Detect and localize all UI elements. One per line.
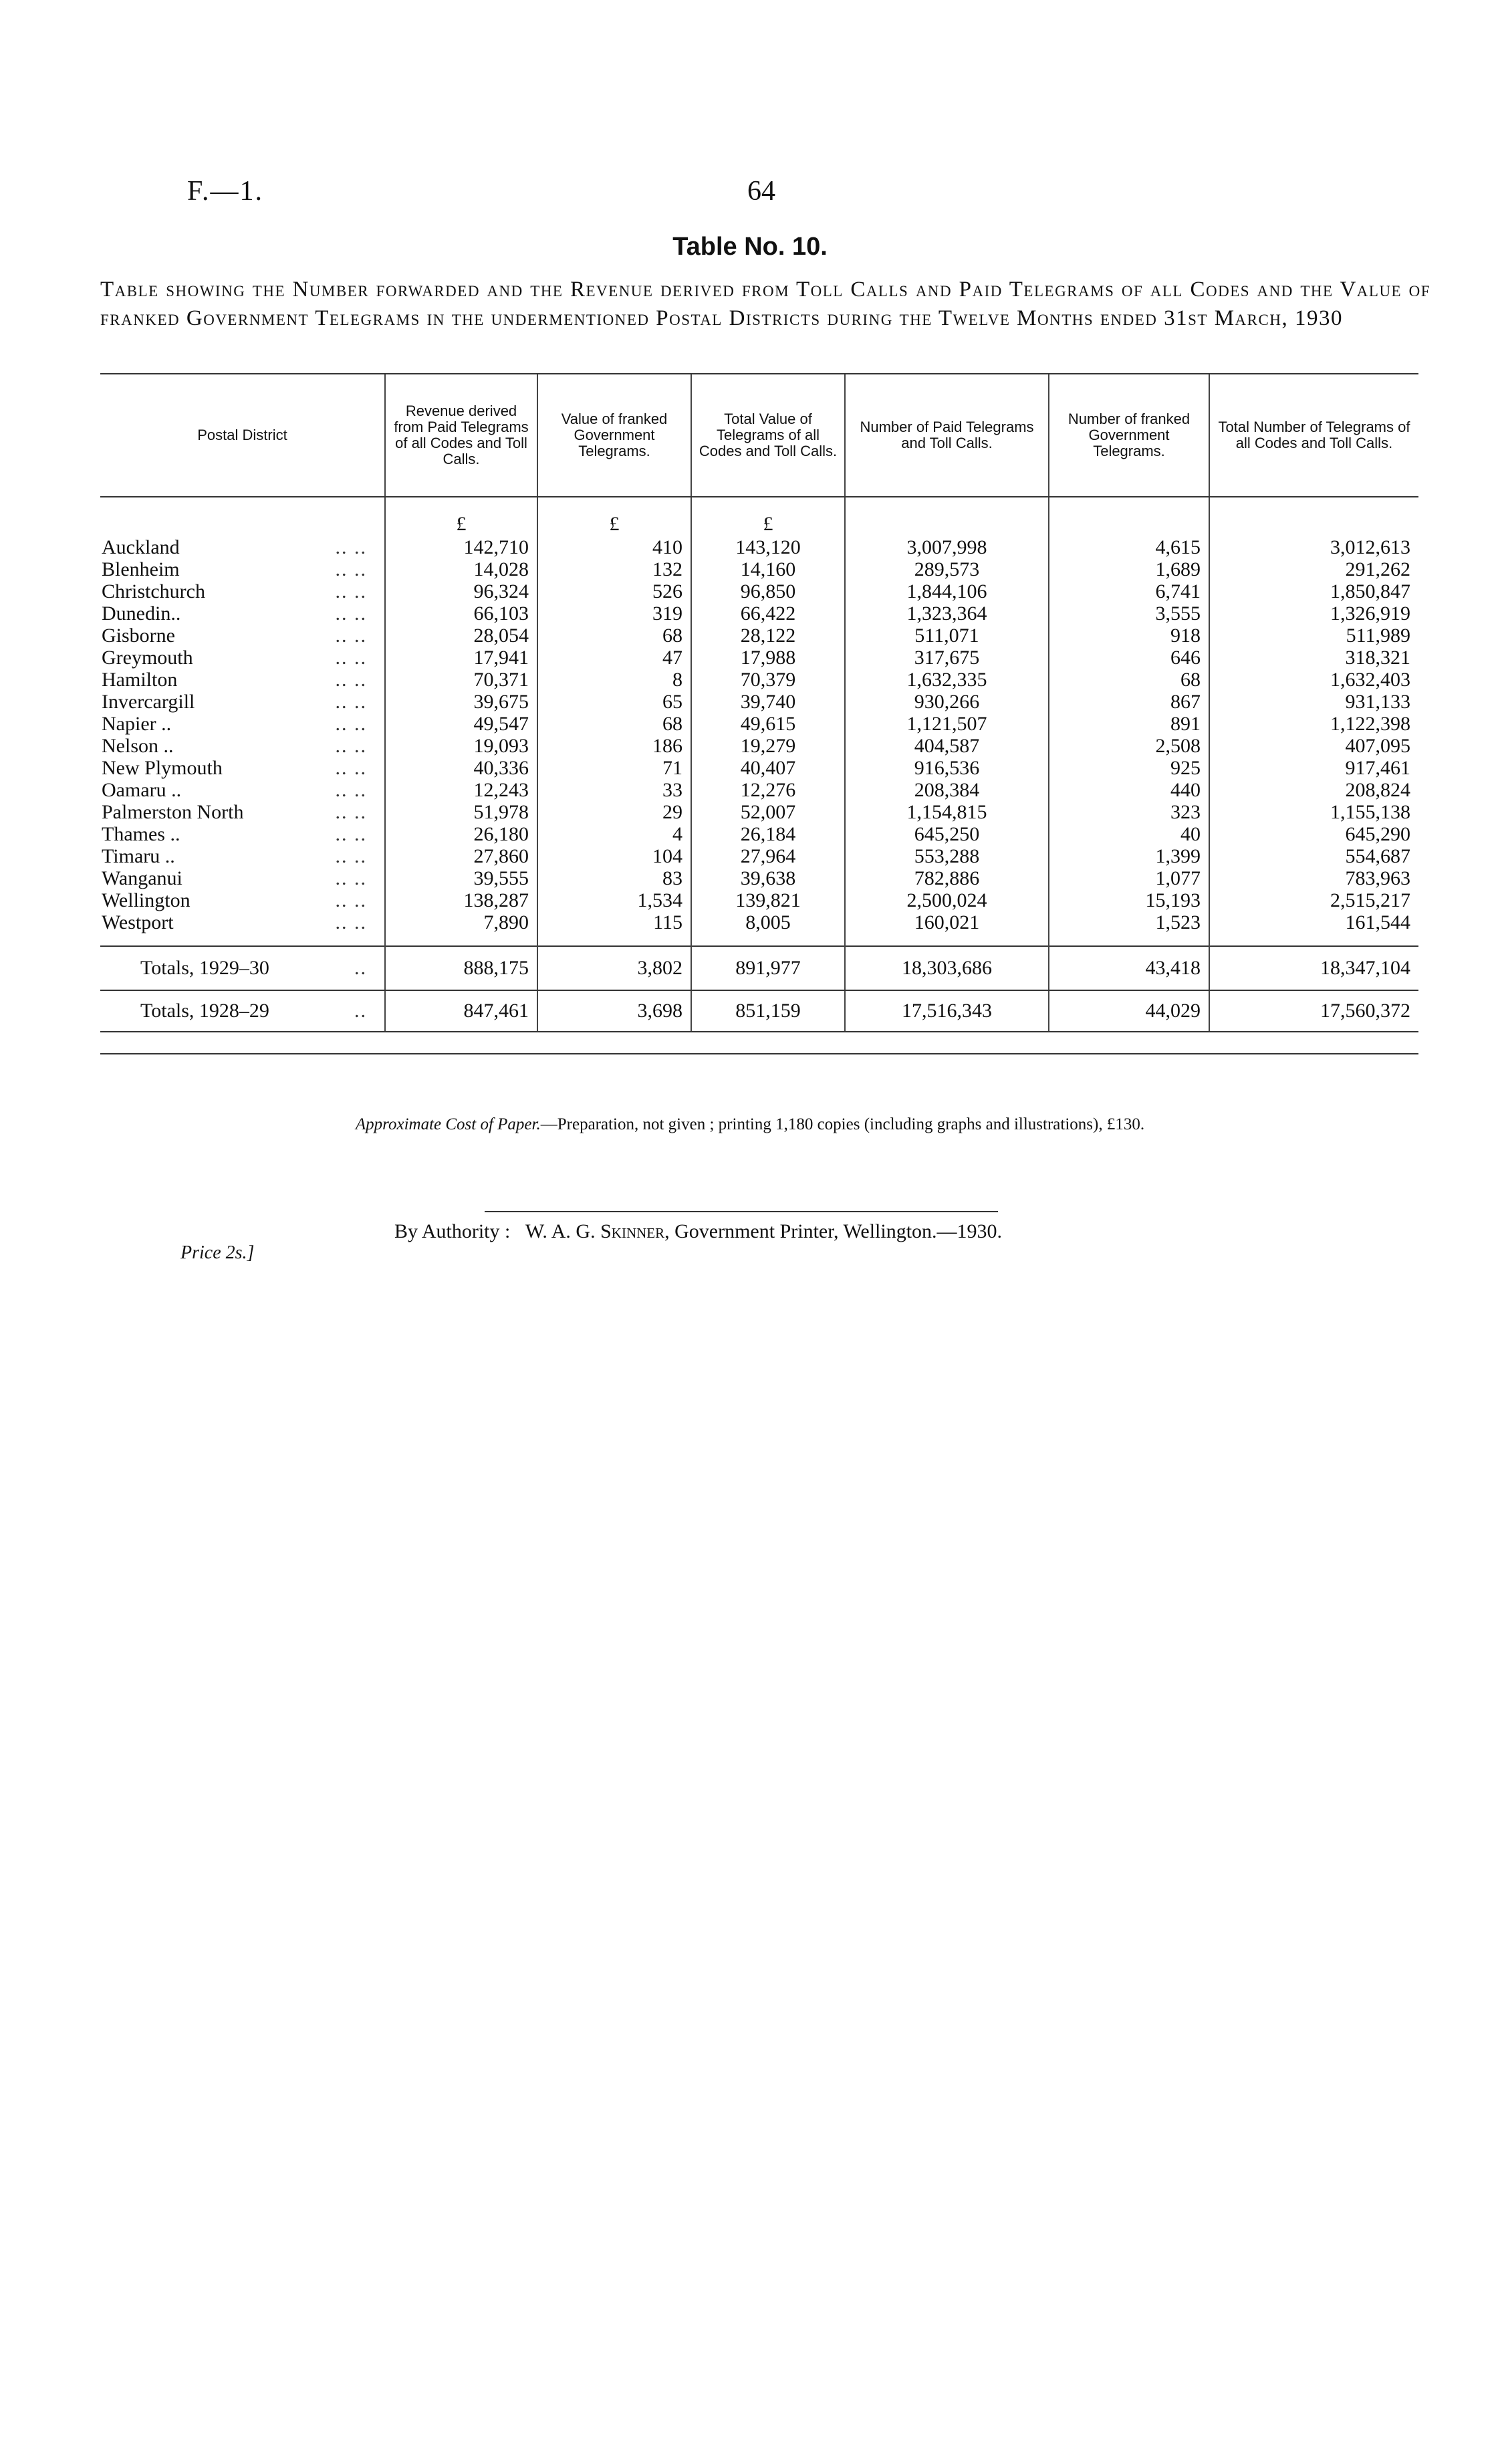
- leader-dots: .. ..: [335, 757, 367, 779]
- totals-label-text: Totals, 1929–30: [140, 957, 272, 979]
- value-cell: 1,534: [537, 889, 691, 911]
- district-cell: [100, 779, 385, 801]
- district-label: [102, 867, 376, 889]
- value-cell: 40: [1049, 823, 1209, 845]
- leader-dots: .. ..: [335, 536, 367, 558]
- table-row: [100, 691, 1418, 713]
- value-cell: 553,288: [845, 845, 1049, 867]
- value-cell: 3,555: [1049, 602, 1209, 625]
- value-cell: 26,180: [385, 823, 537, 845]
- district-cell: [100, 911, 385, 933]
- district-label: [102, 735, 376, 757]
- leader-dots: .. ..: [335, 801, 367, 823]
- district-label: [102, 580, 376, 602]
- spacer-row: [100, 933, 1418, 946]
- value-cell: 70,379: [691, 669, 845, 691]
- value-cell: 645,250: [845, 823, 1049, 845]
- value-cell: 186: [537, 735, 691, 757]
- district-name: Nelson ..: [102, 735, 176, 757]
- table-row: [100, 713, 1418, 735]
- district-name: Timaru ..: [102, 845, 178, 867]
- value-cell: 208,384: [845, 779, 1049, 801]
- printer-name: W. A. G. Skinner,: [525, 1220, 670, 1242]
- value-cell: 17,988: [691, 647, 845, 669]
- column-header: Number of Paid Telegrams and Toll Calls.: [845, 374, 1049, 497]
- district-label: [102, 647, 376, 669]
- unit-cell: [845, 511, 1049, 536]
- value-cell: 1,121,507: [845, 713, 1049, 735]
- value-cell: 39,638: [691, 867, 845, 889]
- cost-note: [0, 1115, 1500, 1134]
- table-row: [100, 669, 1418, 691]
- district-name: Greymouth: [102, 647, 196, 669]
- table-row: [100, 779, 1418, 801]
- leader-dots: .. ..: [335, 647, 367, 669]
- unit-cell: £: [691, 511, 845, 536]
- district-cell: [100, 691, 385, 713]
- district-name: Oamaru ..: [102, 779, 184, 801]
- leader-dots: .. ..: [335, 625, 367, 647]
- district-cell: [100, 536, 385, 558]
- totals-row: [100, 990, 1418, 1032]
- district-name: Gisborne: [102, 625, 178, 647]
- district-cell: [100, 558, 385, 580]
- value-cell: 2,500,024: [845, 889, 1049, 911]
- value-cell: 319: [537, 602, 691, 625]
- district-label: [102, 823, 376, 845]
- cost-note-label: Approximate Cost of Paper.: [355, 1115, 541, 1133]
- value-cell: 1,689: [1049, 558, 1209, 580]
- value-cell: 867: [1049, 691, 1209, 713]
- value-cell: 65: [537, 691, 691, 713]
- district-cell: [100, 757, 385, 779]
- value-cell: 4: [537, 823, 691, 845]
- total-value-cell: 3,802: [537, 946, 691, 990]
- column-header: Total Value of Telegrams of all Codes and Toll Calls.: [691, 374, 845, 497]
- value-cell: 291,262: [1209, 558, 1418, 580]
- page-number: 64: [747, 176, 775, 207]
- value-cell: 26,184: [691, 823, 845, 845]
- total-value-cell: 17,560,372: [1209, 990, 1418, 1032]
- value-cell: 1,323,364: [845, 602, 1049, 625]
- value-cell: 407,095: [1209, 735, 1418, 757]
- district-label: [102, 536, 376, 558]
- value-cell: 511,989: [1209, 625, 1418, 647]
- value-cell: 143,120: [691, 536, 845, 558]
- value-cell: 1,632,335: [845, 669, 1049, 691]
- leader-dots: ..: [354, 957, 367, 979]
- district-cell: [100, 867, 385, 889]
- value-cell: 68: [537, 713, 691, 735]
- value-cell: 39,555: [385, 867, 537, 889]
- total-value-cell: 18,347,104: [1209, 946, 1418, 990]
- district-name: Invercargill: [102, 691, 197, 713]
- leader-dots: .. ..: [335, 669, 367, 691]
- district-name: Napier ..: [102, 713, 174, 735]
- price-note: Price 2s.]: [180, 1242, 255, 1263]
- value-cell: 289,573: [845, 558, 1049, 580]
- leader-dots: .. ..: [335, 713, 367, 735]
- district-label: [102, 602, 376, 625]
- table-row: [100, 558, 1418, 580]
- district-name: Wellington: [102, 889, 193, 911]
- value-cell: 1,326,919: [1209, 602, 1418, 625]
- spacer-row: [100, 497, 1418, 511]
- column-header: Revenue derived from Paid Telegrams of all Codes and Toll Calls.: [385, 374, 537, 497]
- district-cell: [100, 889, 385, 911]
- value-cell: 4,615: [1049, 536, 1209, 558]
- cost-note-text: —Preparation, not given ; printing 1,180 copies (including graphs and illustrations), £130.: [540, 1115, 1145, 1133]
- district-cell: [100, 602, 385, 625]
- district-label: [102, 625, 376, 647]
- value-cell: 931,133: [1209, 691, 1418, 713]
- value-cell: 2,508: [1049, 735, 1209, 757]
- value-cell: 410: [537, 536, 691, 558]
- district-cell: [100, 845, 385, 867]
- value-cell: 160,021: [845, 911, 1049, 933]
- value-cell: 1,154,815: [845, 801, 1049, 823]
- unit-cell: £: [385, 511, 537, 536]
- table-body: [100, 497, 1418, 1032]
- totals-label: [102, 947, 376, 990]
- leader-dots: .. ..: [335, 911, 367, 933]
- unit-cell: [1049, 511, 1209, 536]
- value-cell: 208,824: [1209, 779, 1418, 801]
- district-label: [102, 713, 376, 735]
- total-value-cell: 3,698: [537, 990, 691, 1032]
- table-row: [100, 647, 1418, 669]
- table-heading: Table showing the Number forwarded and the Revenue derived from Toll Calls and Paid Telegrams of all Codes and the Value of franked Government Telegrams in the undermentioned Postal Districts during the Twelve Months ended 31st March, 1930: [100, 277, 1430, 330]
- value-cell: 39,675: [385, 691, 537, 713]
- value-cell: 782,886: [845, 867, 1049, 889]
- value-cell: 40,407: [691, 757, 845, 779]
- district-label: [102, 845, 376, 867]
- total-value-cell: 43,418: [1049, 946, 1209, 990]
- value-cell: 930,266: [845, 691, 1049, 713]
- table-end-rule: [100, 1053, 1418, 1054]
- leader-dots: .. ..: [335, 558, 367, 580]
- spacer-cell: [537, 933, 691, 946]
- value-cell: 1,077: [1049, 867, 1209, 889]
- total-value-cell: 18,303,686: [845, 946, 1049, 990]
- value-cell: 14,028: [385, 558, 537, 580]
- total-value-cell: 847,461: [385, 990, 537, 1032]
- value-cell: 1,155,138: [1209, 801, 1418, 823]
- table-row: [100, 911, 1418, 933]
- district-name: Palmerston North: [102, 801, 246, 823]
- value-cell: 39,740: [691, 691, 845, 713]
- district-label: [102, 691, 376, 713]
- district-name: Wanganui: [102, 867, 185, 889]
- value-cell: 783,963: [1209, 867, 1418, 889]
- statistics-table: [100, 373, 1418, 1032]
- printer-authority: [394, 1220, 1002, 1243]
- column-header: Value of franked Government Telegrams.: [537, 374, 691, 497]
- value-cell: 323: [1049, 801, 1209, 823]
- district-label: [102, 889, 376, 911]
- total-value-cell: 851,159: [691, 990, 845, 1032]
- value-cell: 6,741: [1049, 580, 1209, 602]
- value-cell: 40,336: [385, 757, 537, 779]
- column-header: Total Number of Telegrams of all Codes and Toll Calls.: [1209, 374, 1418, 497]
- value-cell: 918: [1049, 625, 1209, 647]
- district-name: Thames ..: [102, 823, 182, 845]
- totals-label: [102, 991, 376, 1031]
- value-cell: 52,007: [691, 801, 845, 823]
- district-cell: [100, 823, 385, 845]
- value-cell: 33: [537, 779, 691, 801]
- district-name: Christchurch: [102, 580, 208, 602]
- leader-dots: .. ..: [335, 735, 367, 757]
- leader-dots: .. ..: [335, 580, 367, 602]
- table-row: [100, 580, 1418, 602]
- leader-dots: .. ..: [335, 889, 367, 911]
- value-cell: 142,710: [385, 536, 537, 558]
- table-row: [100, 735, 1418, 757]
- district-name: New Plymouth: [102, 757, 225, 779]
- district-name: Blenheim: [102, 558, 182, 580]
- spacer-cell: [1049, 933, 1209, 946]
- value-cell: 96,850: [691, 580, 845, 602]
- value-cell: 554,687: [1209, 845, 1418, 867]
- value-cell: 3,007,998: [845, 536, 1049, 558]
- value-cell: 1,850,847: [1209, 580, 1418, 602]
- table-row: [100, 757, 1418, 779]
- total-value-cell: 17,516,343: [845, 990, 1049, 1032]
- value-cell: 19,279: [691, 735, 845, 757]
- value-cell: 646: [1049, 647, 1209, 669]
- totals-label-text: Totals, 1928–29: [140, 1000, 272, 1022]
- value-cell: 645,290: [1209, 823, 1418, 845]
- unit-cell: [100, 511, 385, 536]
- value-cell: 526: [537, 580, 691, 602]
- table-row: [100, 602, 1418, 625]
- leader-dots: .. ..: [335, 823, 367, 845]
- value-cell: 47: [537, 647, 691, 669]
- value-cell: 96,324: [385, 580, 537, 602]
- district-name: Hamilton: [102, 669, 180, 691]
- value-cell: 318,321: [1209, 647, 1418, 669]
- leader-dots: .. ..: [335, 691, 367, 713]
- value-cell: 104: [537, 845, 691, 867]
- column-header: Number of franked Government Telegrams.: [1049, 374, 1209, 497]
- document-reference: F.—1.: [187, 176, 263, 207]
- value-cell: 161,544: [1209, 911, 1418, 933]
- district-label: [102, 558, 376, 580]
- value-cell: 27,860: [385, 845, 537, 867]
- value-cell: 440: [1049, 779, 1209, 801]
- spacer-cell: [1209, 933, 1418, 946]
- authority-prefix: By Authority :: [394, 1220, 511, 1242]
- value-cell: 66,103: [385, 602, 537, 625]
- total-value-cell: 891,977: [691, 946, 845, 990]
- district-cell: [100, 669, 385, 691]
- value-cell: 138,287: [385, 889, 537, 911]
- table-row: [100, 801, 1418, 823]
- value-cell: 68: [537, 625, 691, 647]
- value-cell: 917,461: [1209, 757, 1418, 779]
- district-label: [102, 669, 376, 691]
- spacer-cell: [691, 933, 845, 946]
- value-cell: 891: [1049, 713, 1209, 735]
- value-cell: 19,093: [385, 735, 537, 757]
- district-cell: [100, 647, 385, 669]
- value-cell: 1,122,398: [1209, 713, 1418, 735]
- total-value-cell: 44,029: [1049, 990, 1209, 1032]
- leader-dots: .. ..: [335, 845, 367, 867]
- leader-dots: ..: [354, 1000, 367, 1022]
- value-cell: 27,964: [691, 845, 845, 867]
- table-row: [100, 845, 1418, 867]
- authority-suffix: Government Printer, Wellington.—1930.: [674, 1220, 1003, 1242]
- district-label: [102, 757, 376, 779]
- value-cell: 8,005: [691, 911, 845, 933]
- value-cell: 115: [537, 911, 691, 933]
- value-cell: 68: [1049, 669, 1209, 691]
- district-name: Dunedin..: [102, 602, 183, 625]
- unit-cell: £: [537, 511, 691, 536]
- leader-dots: .. ..: [335, 867, 367, 889]
- district-label: [102, 911, 376, 933]
- value-cell: 2,515,217: [1209, 889, 1418, 911]
- district-cell: [100, 625, 385, 647]
- value-cell: 29: [537, 801, 691, 823]
- unit-cell: [1209, 511, 1418, 536]
- unit-row: [100, 511, 1418, 536]
- district-cell: [100, 713, 385, 735]
- district-cell: [100, 580, 385, 602]
- value-cell: 139,821: [691, 889, 845, 911]
- value-cell: 317,675: [845, 647, 1049, 669]
- totals-row: [100, 946, 1418, 990]
- value-cell: 83: [537, 867, 691, 889]
- table-row: [100, 889, 1418, 911]
- value-cell: 132: [537, 558, 691, 580]
- value-cell: 17,941: [385, 647, 537, 669]
- leader-dots: .. ..: [335, 779, 367, 801]
- spacer-cell: [385, 933, 537, 946]
- value-cell: 66,422: [691, 602, 845, 625]
- district-name: Auckland: [102, 536, 182, 558]
- value-cell: 1,399: [1049, 845, 1209, 867]
- table-title: Table No. 10.: [672, 233, 828, 261]
- district-cell: [100, 801, 385, 823]
- table-row: [100, 625, 1418, 647]
- value-cell: 51,978: [385, 801, 537, 823]
- value-cell: 916,536: [845, 757, 1049, 779]
- value-cell: 28,054: [385, 625, 537, 647]
- value-cell: 28,122: [691, 625, 845, 647]
- leader-dots: .. ..: [335, 602, 367, 625]
- value-cell: 1,523: [1049, 911, 1209, 933]
- table-row: [100, 536, 1418, 558]
- district-label: [102, 779, 376, 801]
- value-cell: 14,160: [691, 558, 845, 580]
- value-cell: 511,071: [845, 625, 1049, 647]
- totals-label-cell: [100, 990, 385, 1032]
- value-cell: 7,890: [385, 911, 537, 933]
- spacer-cell: [845, 933, 1049, 946]
- value-cell: 925: [1049, 757, 1209, 779]
- totals-label-cell: [100, 946, 385, 990]
- header-row: [100, 374, 1418, 497]
- value-cell: 71: [537, 757, 691, 779]
- total-value-cell: 888,175: [385, 946, 537, 990]
- value-cell: 404,587: [845, 735, 1049, 757]
- value-cell: 3,012,613: [1209, 536, 1418, 558]
- value-cell: 49,615: [691, 713, 845, 735]
- value-cell: 15,193: [1049, 889, 1209, 911]
- value-cell: 1,632,403: [1209, 669, 1418, 691]
- value-cell: 12,243: [385, 779, 537, 801]
- district-name: Westport: [102, 911, 176, 933]
- column-header: Postal District: [100, 374, 385, 497]
- table-row: [100, 823, 1418, 845]
- spacer-cell: [100, 933, 385, 946]
- value-cell: 12,276: [691, 779, 845, 801]
- value-cell: 8: [537, 669, 691, 691]
- value-cell: 70,371: [385, 669, 537, 691]
- district-label: [102, 801, 376, 823]
- district-cell: [100, 735, 385, 757]
- table-row: [100, 867, 1418, 889]
- footer-rule: [485, 1211, 998, 1212]
- value-cell: 1,844,106: [845, 580, 1049, 602]
- value-cell: 49,547: [385, 713, 537, 735]
